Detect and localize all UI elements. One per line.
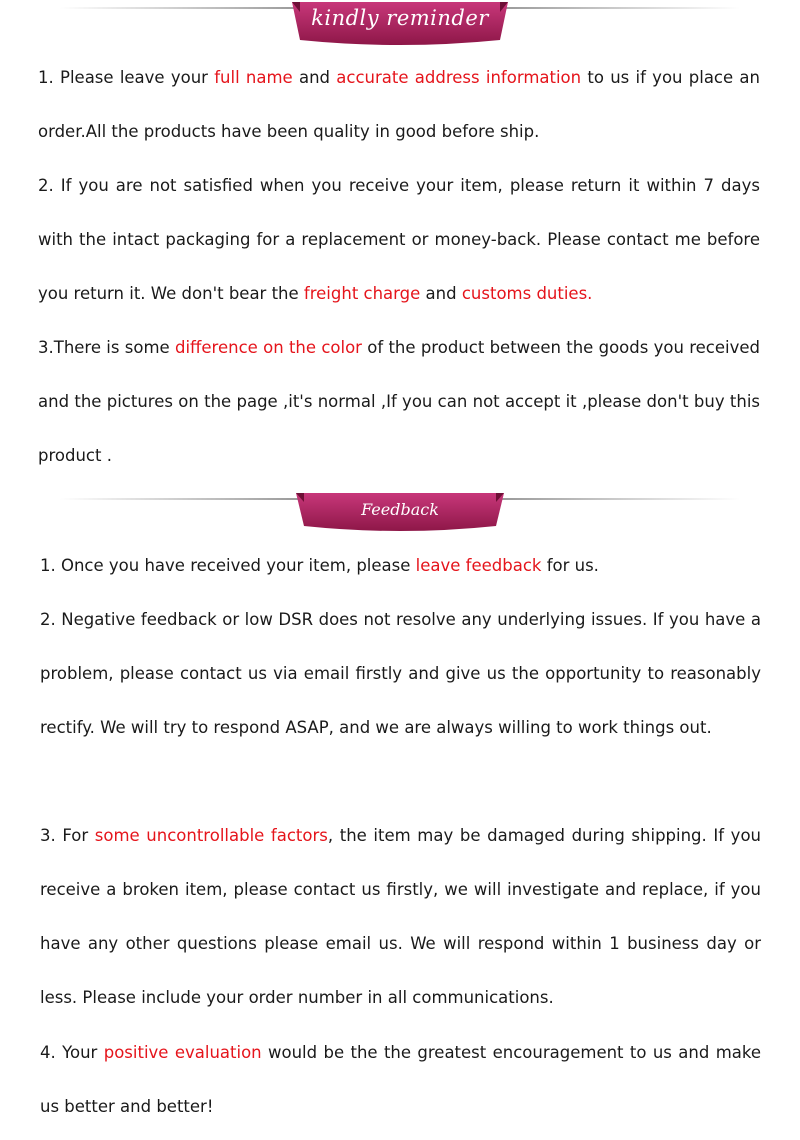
reminder-item-2: 2. If you are not satisfied when you receive your item, please return it within 7 days with the intact packaging for a replacement or money-back. Please contact me before you return it. We don't bear the freight charge and customs duties. (38, 176, 760, 303)
feedback-item-3: 3. For some uncontrollable factors, the item may be damaged during shipping. If you receive a broken item, please contact us firstly, we will investigate and replace, if you have any other questions please email us. We will respond within 1 business day or less. Please include your order number in all communications. (40, 826, 761, 1007)
feedback-item-2: 2. Negative feedback or low DSR does not resolve any underlying issues. If you have a problem, please contact us via email firstly and give us the opportunity to reasonably rectify. We will try to respond ASAP, and we are always willing to work things out. (40, 610, 761, 737)
feedback-item-4: 4. Your positive evaluation would be the the greatest encouragement to us and make us better and better! (40, 1043, 761, 1116)
reminder-title: kindly reminder (311, 6, 489, 30)
reminder-banner (0, 0, 800, 46)
feedback-title: Feedback (361, 500, 439, 519)
reminder-item-3: 3.There is some difference on the color of the product between the goods you received and the pictures on the page ,it's normal ,If you can not accept it ,please don't buy this product . (38, 338, 761, 465)
feedback-item-1: 1. Once you have received your item, please leave feedback for us. (40, 556, 599, 575)
feedback-banner (0, 490, 800, 536)
reminder-item-1: 1. Please leave your full name and accurate address information to us if you place an order.All the products have been quality in good before ship. (38, 68, 760, 141)
